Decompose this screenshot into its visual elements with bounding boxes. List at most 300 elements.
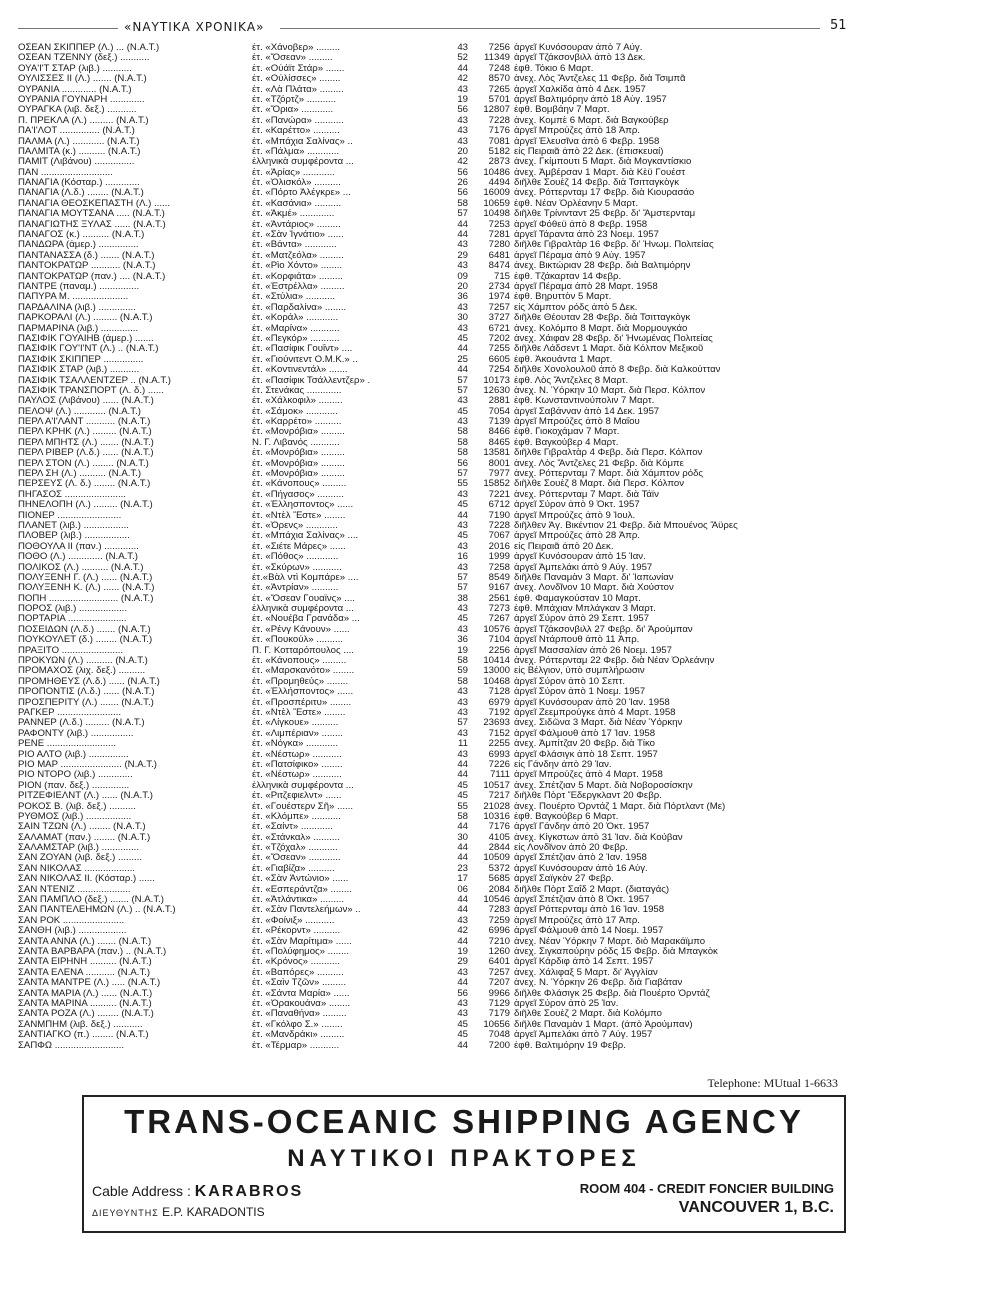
tonnage: 10468	[483, 676, 510, 687]
ship-name: ΠΑ'Ι'ΛΟΤ ............... (Ν.Α.Τ.)	[18, 126, 135, 137]
table-row	[18, 178, 828, 188]
table-row	[18, 687, 828, 697]
ad-cable-label: Cable Address :	[92, 1183, 191, 1199]
year-built: 43	[457, 1009, 468, 1020]
tonnage: 13581	[483, 448, 510, 459]
owner-or-flag: ἐτ. «Φοίνιξ» ...........	[252, 915, 335, 926]
year-built: 58	[457, 448, 468, 459]
owner-or-flag: ἐτ. «Μονρόβια» .........	[252, 427, 345, 438]
tonnage: 5372	[488, 863, 510, 874]
position-remark: ἀνεχ. Χάλιφαξ 5 Μαρτ. δι' Ἀγγλίαν	[514, 967, 658, 978]
year-built: 29	[457, 957, 468, 968]
ship-name: ΡΑΓΚΕΡ ........................	[18, 708, 122, 718]
ship-name: ΠΑΣΙΦΙΚ ΤΣΑΛΛΕΝΤΖΕΡ .. (Ν.Α.Τ.)	[18, 375, 171, 386]
year-built: 45	[457, 1019, 468, 1030]
ship-name: ΣΑΝ ΠΑΝΤΕΛΕΗΜΩΝ (Λ.) .. (Ν.Α.Τ.)	[18, 905, 176, 916]
position-remark: ἀνεχ. Σιδῶνα 3 Μαρτ. διὰ Νέαν Ὑόρκην	[514, 718, 683, 729]
tonnage: 7265	[488, 84, 510, 95]
tonnage: 2881	[488, 396, 510, 407]
tonnage: 10656	[483, 1019, 510, 1030]
year-built: 16	[457, 552, 468, 563]
tonnage: 8001	[488, 458, 510, 469]
table-row	[18, 718, 828, 728]
ship-name: ΡΥΘΜΟΣ (λιβ.) .................	[18, 811, 132, 822]
ad-room: ROOM 404 - CREDIT FONCIER BUILDING	[579, 1181, 834, 1196]
year-built: 19	[457, 946, 468, 957]
table-row	[18, 417, 828, 427]
year-built: 43	[457, 396, 468, 407]
ship-name: ΠΟΥΚΟΥΛΕΤ (δ.) ........ (Ν.Α.Τ.)	[18, 635, 153, 646]
position-remark: ἀνεχ. Ρόττερνταμ 22 Φεβρ. διὰ Νέαν Ὀρλεάνην	[514, 656, 715, 667]
position-remark: ἀργεῖ Μπρούζες ἀπὸ 18 Ἀπρ.	[514, 126, 640, 137]
owner-or-flag: ἐτ. «Οὐάϊτ Στάρ» .......	[252, 63, 345, 74]
year-built: 38	[457, 593, 468, 604]
ship-name: ΣΑΝ ΖΟΥΑΝ (λιβ. δεξ.) .........	[18, 853, 143, 864]
position-remark: ἐφθ. Τόκιο 6 Μαρτ.	[514, 63, 594, 74]
tonnage: 4494	[488, 178, 510, 189]
table-row	[18, 240, 828, 250]
owner-or-flag: ἐτ. «Στάνκαλ» ..........	[252, 832, 340, 843]
owner-or-flag: Π. Γ. Κοτταρόπουλος ....	[252, 645, 354, 656]
table-row	[18, 313, 828, 323]
ship-name: ΠΑΝΑΓΟΣ (κ.) .......... (Ν.Α.Τ.)	[18, 230, 145, 241]
tonnage: 10517	[483, 780, 510, 791]
year-built: 43	[457, 708, 468, 718]
owner-or-flag: ἐτ. «Νέστωρ» ...........	[252, 770, 342, 781]
tonnage: 7111	[490, 770, 510, 781]
owner-or-flag: ἐτ. «Μονρόβια» .........	[252, 458, 345, 469]
owner-or-flag: ἐτ. «Προμηθεύς» ........	[252, 676, 349, 687]
ship-name: ΠΑΠΥΡΑ Μ. .....................	[18, 292, 129, 303]
year-built: 55	[457, 801, 468, 812]
year-built: 43	[457, 624, 468, 635]
ship-name: ΣΑΝ ΝΤΕΝΙΖ ....................	[18, 884, 131, 895]
tonnage: 4105	[488, 832, 510, 843]
table-row	[18, 427, 828, 437]
table-row	[18, 750, 828, 760]
owner-or-flag: ἐτ. Στενάκας .............	[252, 385, 342, 396]
owner-or-flag: ἐτ. «Πανώρα» ...........	[252, 115, 344, 126]
ship-name: ΠΟΘΟ (Λ.) ............. (Ν.Α.Τ.)	[18, 552, 138, 563]
table-row	[18, 531, 828, 541]
position-remark: διῆλθε Γιβραλτὰρ 16 Φεβρ. δι' Ἡνωμ. Πολιτείας	[514, 240, 714, 251]
table-row	[18, 978, 828, 988]
table-row	[18, 729, 828, 739]
table-row	[18, 791, 828, 801]
tonnage: 5182	[488, 146, 510, 157]
tonnage: 7248	[488, 63, 510, 74]
position-remark: ἐφθ. Φαμαγκούσταν 10 Μαρτ.	[514, 593, 641, 604]
tonnage: 2255	[488, 739, 510, 750]
tonnage: 7104	[488, 635, 510, 646]
table-row	[18, 396, 828, 406]
tonnage: 7273	[488, 604, 510, 615]
header-rule-right	[280, 28, 820, 29]
position-remark: ἀργεῖ Τάραντα ἀπὸ 23 Νοεμ. 1957	[514, 230, 659, 241]
position-remark: ἀνεχ. Ἀμβέρσαν 1 Μαρτ. διὰ Κὲϋ Γουέστ	[514, 167, 686, 178]
owner-or-flag: ἐτ. «Πατσίφικο» ........	[252, 759, 343, 770]
table-row	[18, 116, 828, 126]
owner-or-flag: ἐτ. «Μπάχια Σαλίνας» ..	[252, 136, 353, 147]
table-row	[18, 926, 828, 936]
ship-name: ΠΟΠΗ .......................... (Ν.Α.Τ.)	[18, 593, 154, 604]
position-remark: ἀνεχ. Σπέτζιαν 5 Μαρτ. διὰ Νοβοροσίσκην	[514, 780, 693, 791]
tonnage: 13000	[483, 666, 510, 677]
position-remark: ἐφθ. Γιοκοχάμαν 7 Μαρτ.	[514, 427, 620, 438]
year-built: 43	[457, 240, 468, 251]
year-built: 19	[457, 94, 468, 105]
ship-name: ΡΙΟΝ (παν. δεξ.) ..............	[18, 780, 130, 791]
owner-or-flag: ἐτ. «Μπάχια Σαλίνας» ....	[252, 531, 359, 542]
owner-or-flag: ἐτ. «Χάλκοφιλ» .........	[252, 396, 343, 407]
owner-or-flag: ἐτ. «Σαίντ» ............	[252, 822, 333, 833]
ad-cable-address	[92, 1183, 303, 1201]
ship-name: ΠΑΣΙΦΙΚ ΓΟΥΑΙΗΒ (ἀμερ.) .......	[18, 333, 154, 344]
ship-name: ΣΑΛΑΜΣΤΑΡ (λιβ.) ..............	[18, 843, 139, 854]
table-row	[18, 479, 828, 489]
year-built: 44	[457, 63, 468, 74]
table-row	[18, 666, 828, 676]
table-row	[18, 292, 828, 302]
table-row	[18, 552, 828, 562]
tonnage: 7202	[488, 333, 510, 344]
ship-name: ΡΙΤΖΕΦΙΕΛΝΤ (Λ.) ...... (Ν.Α.Τ.)	[18, 791, 153, 802]
position-remark: ἀργεῖ Τζάκσονβιλλ 27 Φεβρ. δι' Ἀρούμπαν	[514, 624, 693, 635]
owner-or-flag: ἐτ. «Σὰν Μαρίτιμα» ......	[252, 936, 352, 947]
table-row	[18, 895, 828, 905]
ship-name: ΣΑΝ ΝΙΚΟΛΑΣ ΙΙ. (Κόσταρ.) ......	[18, 874, 155, 885]
year-built: 45	[457, 531, 468, 542]
owner-or-flag: ἐτ. «Λιμπέριαν» ........	[252, 728, 343, 739]
owner-or-flag: ἑλληνικὰ συμφέροντα ...	[252, 157, 354, 168]
table-row	[18, 261, 828, 271]
tonnage: 7200	[488, 1040, 510, 1051]
position-remark: ἀργεῖ Τζάκσονβιλλ ἀπὸ 13 Δεκ.	[514, 53, 646, 64]
year-built: 56	[457, 167, 468, 178]
owner-or-flag: ἐτ. «Ὀρακουάνα» ........	[252, 998, 351, 1009]
ship-name: ΣΑΝ ΝΙΚΟΛΑΣ ...................	[18, 863, 135, 874]
table-row	[18, 614, 828, 624]
owner-or-flag: ἐτ. «Πήγασος» ..........	[252, 489, 344, 500]
ship-name: ΟΥΑ'Ι'Τ ΣΤΑΡ (λιβ.) ...........	[18, 63, 132, 74]
ship-name: ΠΑΝ ...........................	[18, 167, 113, 178]
owner-or-flag: ἐτ. «Εσπεράντζα» ........	[252, 884, 352, 895]
owner-or-flag: ἐτ. «Σιέτε Μάρες» ......	[252, 541, 346, 552]
year-built: 45	[457, 1030, 468, 1041]
owner-or-flag: ἐτ. «Στύλια» ...........	[252, 292, 336, 303]
tonnage: 7255	[488, 344, 510, 355]
tonnage: 6481	[488, 250, 510, 261]
table-row	[18, 43, 828, 53]
position-remark: διῆλθε Γιβραλτὰρ 4 Φεβρ. διὰ Περσ. Κόλπον	[514, 448, 703, 459]
year-built: 43	[457, 115, 468, 126]
tonnage: 10576	[483, 624, 510, 635]
position-remark: ἀργεῖ Φλάσιγκ ἀπὸ 18 Σεπτ. 1957	[514, 749, 658, 760]
position-remark: ἀνεχ. Ν. Ὑόρκην 10 Μαρτ. διὰ Περσ. Κόλπον	[514, 385, 706, 396]
position-remark: εἰς Πειραιᾶ ἀπὸ 22 Δεκ. (ἐπισκευαί)	[514, 146, 664, 157]
year-built: 43	[457, 136, 468, 147]
table-row	[18, 126, 828, 136]
tonnage: 2256	[488, 645, 510, 656]
owner-or-flag: ἐτ. «Ὄσεαν» .........	[252, 53, 333, 64]
tonnage: 6721	[488, 323, 510, 334]
owner-or-flag: ἐτ. «Ὀρενς» ............	[252, 520, 338, 531]
position-remark: ἀργεῖ Μπρούζες ἀπὸ 17 Ἀπρ.	[514, 915, 640, 926]
tonnage: 10498	[483, 209, 510, 220]
position-remark: διῆλθε Χονολουλοῦ ἀπὸ 8 Φεβρ. διὰ Καλκούτταν	[514, 365, 721, 376]
year-built: 58	[457, 198, 468, 209]
table-row	[18, 365, 828, 375]
position-remark: ἀνεχ. Πουέρτο Ὀρντάζ 1 Μαρτ. διὰ Πόρτλαντ (Με)	[514, 801, 726, 812]
owner-or-flag: ἐτ. «Μανδράκι» .........	[252, 1030, 345, 1041]
position-remark: διῆλθε Φλάσιγκ 25 Φεβρ. διὰ Πουέρτο Ὀρντάζ	[514, 988, 710, 999]
year-built: 58	[457, 676, 468, 687]
table-row	[18, 822, 828, 832]
position-remark: ἐφθ. Βαγκούβερ 4 Μαρτ.	[514, 437, 619, 448]
year-built: 43	[457, 417, 468, 428]
owner-or-flag: ἐτ. «Ἀντρίαν» ..........	[252, 583, 339, 594]
year-built: 57	[457, 385, 468, 396]
position-remark: ἀργεῖ Φόθεϋ ἀπὸ 8 Φεβρ. 1958	[514, 219, 648, 230]
ship-name: ΠΑΝΤΟΚΡΑΤΩΡ ........... (Ν.Α.Τ.)	[18, 261, 156, 272]
tonnage: 7259	[488, 915, 510, 926]
ad-director-name: E.P. KARADONTIS	[162, 1205, 265, 1219]
year-built: 57	[457, 209, 468, 220]
year-built: 43	[457, 43, 468, 53]
year-built: 44	[457, 936, 468, 947]
table-row	[18, 230, 828, 240]
position-remark: ἀργεῖ Φάλμουθ ἀπὸ 14 Νοεμ. 1957	[514, 926, 664, 937]
tonnage: 2084	[488, 884, 510, 895]
position-remark: ἐφθ. Ἀκουάντα 1 Μαρτ.	[514, 354, 613, 365]
tonnage: 2016	[488, 541, 510, 552]
tonnage: 8465	[488, 437, 510, 448]
table-row	[18, 635, 828, 645]
ship-name: ΠΕΡΛ ΡΙΒΕΡ (Λ.δ.) ...... (Ν.Α.Τ.)	[18, 448, 154, 459]
year-built: 43	[457, 687, 468, 698]
owner-or-flag: ἐτ. «Πόρτο Ἀλέγκρε» ...	[252, 188, 351, 199]
tonnage: 7152	[488, 728, 510, 739]
tonnage: 7281	[488, 230, 510, 241]
ship-name: ΠΑΣΙΦΙΚ ΓΟΥ'Ι'ΝΤ (Λ.) .. (Ν.Α.Τ.)	[18, 344, 159, 355]
ship-name: ΣΑΛΑΜΑΤ (παν.) ........ (Ν.Α.Τ.)	[18, 832, 151, 843]
ship-name: ΠΡΟΚΥΩΝ (Λ.) .......... (Ν.Α.Τ.)	[18, 656, 148, 667]
table-row	[18, 490, 828, 500]
ship-name: ΡΕΝΕ ..........................	[18, 739, 117, 750]
owner-or-flag: ἐτ. «Λὰ Πλάτα» .........	[252, 84, 344, 95]
ship-name: ΠΑΡΚΟΡΑΛΙ (Λ.) ......... (Ν.Α.Τ.)	[18, 313, 153, 324]
table-row	[18, 625, 828, 635]
table-row	[18, 188, 828, 198]
tonnage: 10659	[483, 198, 510, 209]
year-built: 43	[457, 323, 468, 334]
owner-or-flag: ἐτ. «Κορφιάτα» .........	[252, 271, 343, 282]
position-remark: ἀνεχ. Ν. Ὑόρκην 26 Φεβρ. διὰ Γιαβάταν	[514, 978, 683, 989]
year-built: 57	[457, 375, 468, 386]
year-built: 57	[457, 583, 468, 594]
table-row	[18, 999, 828, 1009]
year-built: 44	[457, 853, 468, 864]
ship-name: ΠΑΝΔΩΡΑ (ἀμερ.) ...............	[18, 240, 139, 251]
owner-or-flag: ἐτ. «Ρὶο Χόντο» ........	[252, 261, 343, 272]
year-built: 19	[457, 645, 468, 656]
year-built: 36	[457, 635, 468, 646]
ship-name: ΟΥΡΑΝΙΑ ............. (Ν.Α.Τ.)	[18, 84, 132, 95]
ship-name: ΠΑΛΜΙΤΑ (κ.) .......... (Ν.Α.Τ.)	[18, 146, 141, 157]
owner-or-flag: ἑλληνικὰ συμφέροντα ...	[252, 604, 354, 615]
tonnage: 6605	[488, 354, 510, 365]
table-row	[18, 916, 828, 926]
owner-or-flag: ἐτ. «Βαπόρες» ..........	[252, 967, 344, 978]
year-built: 57	[457, 469, 468, 480]
ship-name: ΠΕΡΛ Α'Ι'ΛΑΝΤ ........... (Ν.Α.Τ.)	[18, 417, 151, 428]
ship-name: ΠΕΡΛ ΣΤΟΝ (Λ.) ........ (Ν.Α.Τ.)	[18, 458, 149, 469]
table-row	[18, 147, 828, 157]
owner-or-flag: ἐτ. «Πάλμα» ............	[252, 146, 340, 157]
tonnage: 7207	[488, 978, 510, 989]
table-row	[18, 843, 828, 853]
ad-cable-value: KARABROS	[194, 1183, 304, 1200]
table-row	[18, 968, 828, 978]
table-row	[18, 53, 828, 63]
tonnage: 10509	[483, 853, 510, 864]
tonnage: 2734	[488, 281, 510, 292]
year-built: 43	[457, 749, 468, 760]
owner-or-flag: ἐτ. «Βάντα» ............	[252, 240, 337, 251]
year-built: 11	[458, 739, 468, 750]
tonnage: 7217	[488, 791, 510, 802]
position-remark: ἀνεχ. Ρόττερνταμ 7 Μαρτ. διὰ Τάϊν	[514, 489, 659, 500]
year-built: 43	[457, 84, 468, 95]
tonnage: 15852	[483, 479, 510, 490]
position-remark: ἐφθ. Νέαν Ὀρλέανην 5 Μαρτ.	[514, 198, 639, 209]
position-remark: ἀργεῖ Σύρον ἀπὸ 9 Ὀκτ. 1957	[514, 500, 640, 511]
position-remark: ἐφθ. Λὸς Ἄντζελες 8 Μαρτ.	[514, 375, 629, 386]
year-built: 44	[457, 344, 468, 355]
position-remark: ἀργεῖ Ἀμπελάκι ἀπὸ 9 Αὐγ. 1957	[514, 562, 653, 573]
tonnage: 7226	[488, 759, 510, 770]
table-row	[18, 209, 828, 219]
owner-or-flag: ἐτ. «Ματζεόλα» .........	[252, 250, 344, 261]
owner-or-flag: ἐτ. «Καρρέτο» ..........	[252, 417, 342, 428]
table-row	[18, 137, 828, 147]
position-remark: ἀργεῖ Ζεεμπρούγκε ἀπὸ 4 Μαρτ. 1958	[514, 708, 676, 718]
ship-name: ΣΑΙΝ ΤΖΩΝ (Λ.) ........ (Ν.Α.Τ.)	[18, 822, 146, 833]
ship-name: ΣΑΝΜΠΗΜ (λιβ. δεξ.) ...........	[18, 1019, 143, 1030]
table-row	[18, 656, 828, 666]
owner-or-flag: ἐτ. «Κάνοπους» .........	[252, 656, 347, 667]
tonnage: 3727	[488, 313, 510, 324]
tonnage: 10546	[483, 895, 510, 906]
ship-name: ΠΡΟΠΟΝΤΙΣ (Λ.δ.) ...... (Ν.Α.Τ.)	[18, 687, 155, 698]
position-remark: ἀργεῖ Σπέτζιαν ἀπὸ 2 Ἰαν. 1958	[514, 853, 647, 864]
tonnage: 7258	[488, 562, 510, 573]
owner-or-flag: ἐτ. «Ὀλισκόλ» ..........	[252, 178, 341, 189]
year-built: 25	[457, 354, 468, 365]
owner-or-flag: ἐτ. «Ριτζεφιελντ» ......	[252, 791, 342, 802]
table-row	[18, 957, 828, 967]
tonnage: 8549	[488, 572, 510, 583]
position-remark: εἰς Πειραιᾶ ἀπὸ 20 Δεκ.	[514, 541, 614, 552]
position-remark: εἰς Λονδῖνον ἀπὸ 20 Φεβρ.	[514, 843, 628, 854]
position-remark: ἀργεῖ Σύρον ἀπὸ 29 Σεπτ. 1957	[514, 614, 650, 625]
year-built: 45	[457, 614, 468, 625]
table-row	[18, 407, 828, 417]
tonnage: 6993	[488, 749, 510, 760]
ship-name: ΣΑΝΤΑ ΜΑΡΙΑ (Λ.) ...... (Ν.Α.Τ.)	[18, 988, 153, 999]
table-row	[18, 905, 828, 915]
owner-or-flag: ἐτ. «Μονρόβια» .........	[252, 469, 345, 480]
table-row	[18, 500, 828, 510]
tonnage: 7190	[488, 510, 510, 521]
position-remark: διῆλθε Τρίνινταντ 25 Φεβρ. δι' Ἄμστερνταμ	[514, 209, 696, 220]
table-row	[18, 1030, 828, 1040]
year-built: 44	[457, 895, 468, 906]
position-remark: ἀνεχ. Κίγκστων ἀπὸ 31 Ἰαν. διὰ Κούβαν	[514, 832, 683, 843]
table-row	[18, 511, 828, 521]
year-built: 56	[457, 988, 468, 999]
year-built: 44	[457, 365, 468, 376]
year-built: 57	[457, 572, 468, 583]
position-remark: ἀργεῖ Πέραμα ἀπὸ 28 Μαρτ. 1958	[514, 281, 658, 292]
table-row	[18, 251, 828, 261]
ship-name: ΠΡΟΣΠΕΡΙΤΥ (Λ.) ....... (Ν.Α.Τ.)	[18, 697, 154, 708]
owner-or-flag: ἐτ. «Παρδαλίνα» ........	[252, 302, 347, 313]
ship-name: ΡΑΝΝΕΡ (Λ.δ.) ......... (Ν.Α.Τ.)	[18, 718, 145, 729]
tonnage: 7228	[488, 520, 510, 531]
position-remark: ἀνεχ. Χάιφαν 28 Φεβρ. δι' Ἡνωμένας Πολιτείας	[514, 333, 713, 344]
year-built: 58	[457, 811, 468, 822]
owner-or-flag: ἐτ. «Σάμοκ» ............	[252, 406, 338, 417]
year-built: 30	[457, 313, 468, 324]
position-remark: διῆλθε Πὸρτ Σαΐδ 2 Μαρτ. (διαταγάς)	[514, 884, 670, 895]
ship-name: ΠΛΟΒΕΡ (λιβ.) .................	[18, 531, 130, 542]
tonnage: 7257	[488, 302, 510, 313]
ad-director-label: ΔΙΕΥΘΥΝΤΗΣ	[92, 1208, 159, 1218]
ship-name: ΡΟΚΟΣ Β. (λιβ. δεξ.) ..........	[18, 801, 136, 812]
year-built: 43	[457, 697, 468, 708]
owner-or-flag: ἐτ. «Γιαβίζα» ..........	[252, 863, 335, 874]
table-row	[18, 324, 828, 334]
table-row	[18, 947, 828, 957]
ship-name: ΠΑΝΑΓΙΩΤΗΣ ΞΥΛΑΣ ...... (Ν.Α.Τ.)	[18, 219, 166, 230]
table-row	[18, 157, 828, 167]
position-remark: ἀργεῖ Ντάρπουθ ἀπὸ 11 Ἀπρ.	[514, 635, 640, 646]
ship-name: ΣΑΝΤΑ ΕΙΡΗΝΗ .......... (Ν.Α.Τ.)	[18, 957, 152, 968]
year-built: 45	[457, 500, 468, 511]
year-built: 55	[457, 479, 468, 490]
tonnage: 7253	[488, 219, 510, 230]
owner-or-flag: ἐτ. «Ἑλλησποντος» ......	[252, 500, 354, 511]
owner-or-flag: ἐτ. «Ρένγ Κάνουν» ......	[252, 624, 350, 635]
owner-or-flag: ἐτ. «Σάντα Μαρία» ......	[252, 988, 350, 999]
table-row	[18, 168, 828, 178]
ad-company-name: TRANS-OCEANIC SHIPPING AGENCY	[124, 1103, 804, 1140]
year-built: 42	[457, 74, 468, 85]
table-row	[18, 833, 828, 843]
year-built: 58	[457, 656, 468, 667]
tonnage: 7977	[488, 469, 510, 480]
table-row	[18, 563, 828, 573]
owner-or-flag: ἐτ. «Γουέστερν Σῆ» ......	[252, 801, 354, 812]
owner-or-flag: ἑλληνικὰ συμφέροντα ...	[252, 780, 354, 791]
table-row	[18, 781, 828, 791]
ship-name: ΠΑΝΑΓΙΑ (Λ.δ.) ........ (Ν.Α.Τ.)	[18, 188, 144, 199]
position-remark: ἀνεχ. Ρόττερνταμ 7 Μαρτ. διὰ Χάμπτον ρόδς	[514, 469, 704, 480]
owner-or-flag: ἐτ. «Τζόχαλ» ...........	[252, 843, 338, 854]
tonnage: 7221	[488, 489, 510, 500]
year-built: 26	[457, 178, 468, 189]
